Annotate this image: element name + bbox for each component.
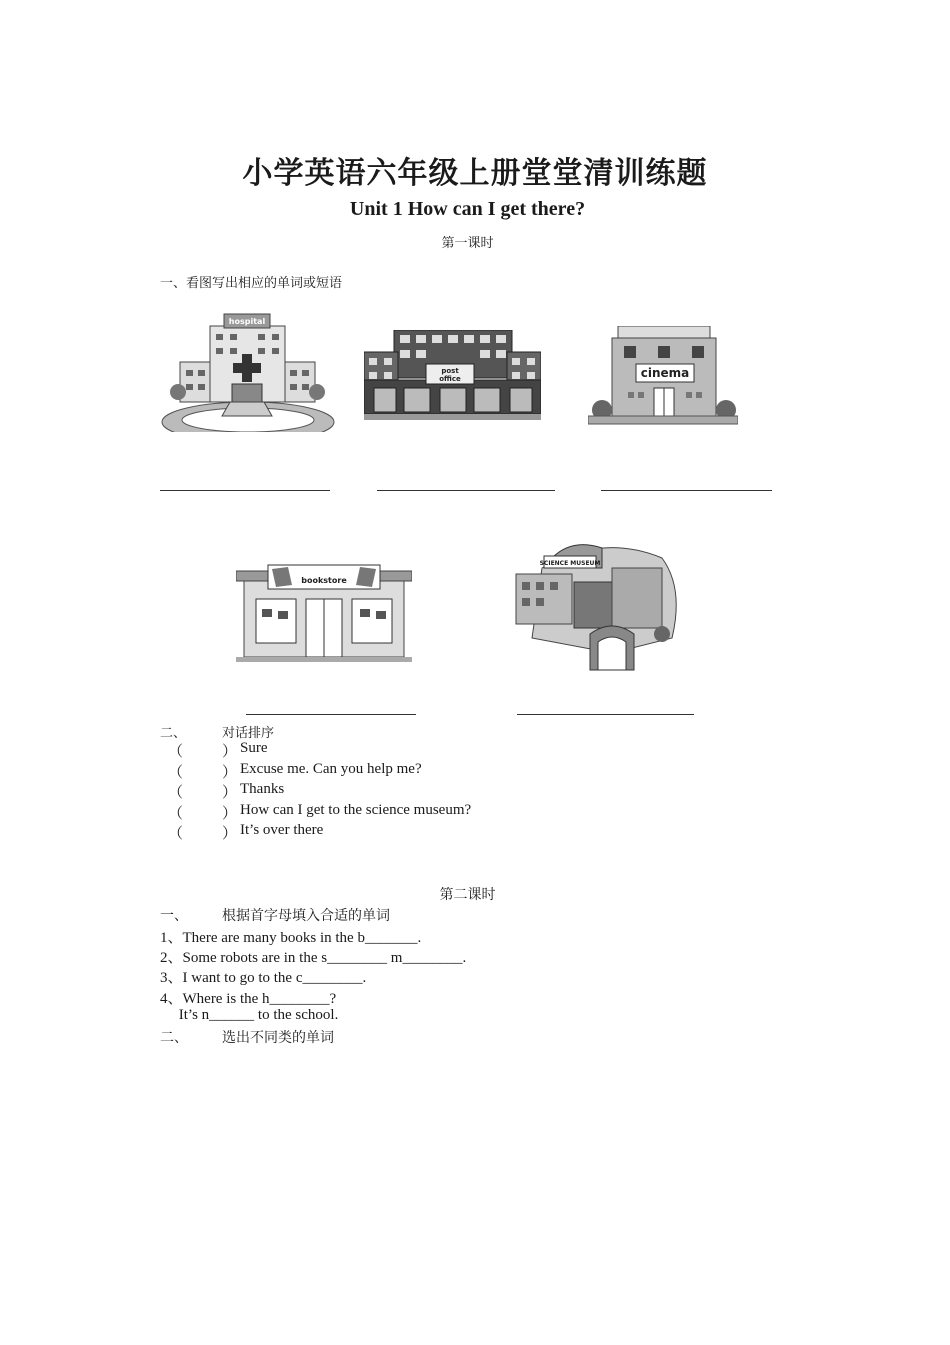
bookstore-sign: bookstore <box>301 576 347 585</box>
dialogue-item[interactable] <box>168 802 668 823</box>
section-1-title: 一、看图写出相应的单词或短语 <box>160 276 343 291</box>
paren-open: （ <box>168 744 184 760</box>
fill-in-item[interactable]: 2、Some robots are in the s________ m________. <box>160 950 467 967</box>
answer-line-post-office[interactable] <box>377 490 555 491</box>
unit-subtitle: Unit 1 How can I get there? <box>349 198 586 220</box>
bookstore-illustration <box>236 563 412 663</box>
part2-section-1-title: 根据首字母填入合适的单词 <box>222 908 390 924</box>
dialogue-text: Thanks <box>240 781 285 797</box>
paren-open: （ <box>168 826 184 842</box>
dialogue-item[interactable] <box>168 740 668 761</box>
post-office-illustration <box>364 330 541 422</box>
part2-section-1-number: 一、 <box>160 908 188 924</box>
dialogue-text: It’s over there <box>240 822 324 838</box>
hospital-illustration <box>160 312 335 432</box>
section-2-title: 对话排序 <box>222 726 275 741</box>
paren-open: （ <box>168 785 184 801</box>
answer-line-bookstore[interactable] <box>246 714 416 715</box>
dialogue-list <box>168 740 668 843</box>
dialogue-text: How can I get to the science museum? <box>240 801 472 818</box>
dialogue-item[interactable] <box>168 822 668 843</box>
dialogue-text: Excuse me. Can you help me? <box>240 760 422 777</box>
fill-in-item[interactable]: 3、I want to go to the c________. <box>160 970 367 987</box>
post-sign-line1: post <box>441 367 459 375</box>
science-museum-illustration <box>512 538 684 674</box>
paren-open: （ <box>168 764 184 781</box>
page-title: 小学英语六年级上册堂堂清训练题 <box>242 156 708 191</box>
dialogue-text: Sure <box>240 740 268 756</box>
answer-line-cinema[interactable] <box>601 490 772 491</box>
fill-in-list <box>160 926 660 1027</box>
paren-close: ） <box>222 805 238 822</box>
fill-in-item[interactable]: 4、Where is the h________? <box>160 990 337 1007</box>
section-2-number: 二、 <box>160 726 187 741</box>
lesson-one-label: 第一课时 <box>441 236 494 251</box>
paren-close: ） <box>222 826 238 842</box>
part2-section-2-title: 选出不同类的单词 <box>222 1030 334 1046</box>
hospital-sign: hospital <box>228 317 266 326</box>
lesson-two-label: 第二课时 <box>439 887 496 903</box>
cinema-illustration <box>588 326 738 428</box>
paren-close: ） <box>222 764 238 781</box>
fill-in-item[interactable]: It’s n______ to the school. <box>160 1006 339 1023</box>
dialogue-item[interactable] <box>168 781 668 802</box>
dialogue-item[interactable] <box>168 761 668 782</box>
part2-section-2-number: 二、 <box>160 1030 188 1046</box>
post-sign-line2: office <box>439 375 461 383</box>
paren-close: ） <box>222 744 238 760</box>
paren-open: （ <box>168 805 184 822</box>
paren-close: ） <box>222 785 238 801</box>
museum-sign: SCIENCE MUSEUM <box>539 560 601 567</box>
answer-line-hospital[interactable] <box>160 490 330 491</box>
fill-in-item[interactable]: 1、There are many books in the b_______. <box>160 930 422 946</box>
answer-line-science-museum[interactable] <box>517 714 694 715</box>
cinema-sign: cinema <box>640 366 690 380</box>
